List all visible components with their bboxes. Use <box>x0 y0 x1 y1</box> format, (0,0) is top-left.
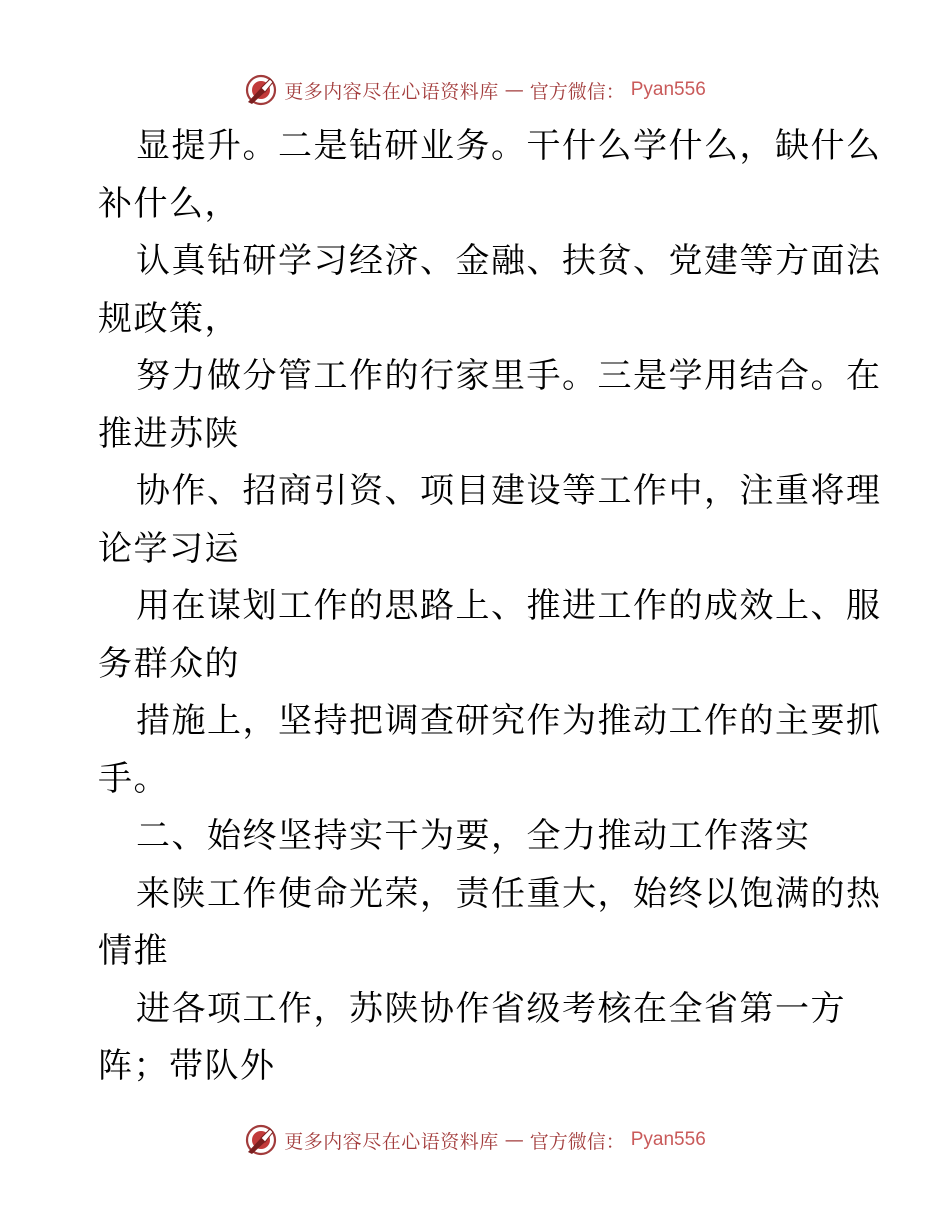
banner-site-text: 更多内容尽在心语资料库 <box>284 1130 499 1153</box>
banner <box>244 1123 706 1157</box>
body-line: 来陕工作使命光荣，责任重大，始终以饱满的热 <box>136 873 882 914</box>
banner-site-text: 更多内容尽在心语资料库 <box>284 80 499 103</box>
body-line: 阵；带队外 <box>98 1046 276 1086</box>
banner <box>244 73 706 107</box>
body-line: 用在谋划工作的思路上、推进工作的成效上、服 <box>136 586 882 626</box>
body-line: 手。 <box>98 758 169 799</box>
banner-wechat-id: Pyan556 <box>630 79 706 100</box>
body-line: 规政策， <box>98 298 240 339</box>
pen-logo-icon <box>244 1123 278 1157</box>
body-line: 推进苏陕 <box>98 413 240 454</box>
body-line: 务群众的 <box>98 643 240 684</box>
page-footer-banner <box>0 1120 950 1160</box>
banner-wechat-label: 官方微信： <box>529 80 625 103</box>
body-line: 进各项工作，苏陕协作省级考核在全省第一方 <box>136 988 846 1029</box>
document-body <box>98 118 882 1096</box>
body-line: 协作、招商引资、项目建设等工作中，注重将理 <box>136 471 882 511</box>
banner-separator: — <box>504 1129 524 1151</box>
page-header-banner <box>0 70 950 110</box>
section-heading: 二、始终坚持实干为要，全力推动工作落实 <box>136 816 811 856</box>
body-line: 补什么， <box>98 183 240 224</box>
body-line: 认真钻研学习经济、金融、扶贫、党建等方面法 <box>136 241 882 281</box>
banner-wechat-id: Pyan556 <box>630 1129 706 1150</box>
body-line: 情推 <box>98 931 169 971</box>
pen-logo-icon <box>244 73 278 107</box>
body-line: 努力做分管工作的行家里手。三是学用结合。在 <box>136 356 882 396</box>
banner-separator: — <box>504 79 524 101</box>
body-line: 论学习运 <box>98 528 240 569</box>
body-line: 措施上，坚持把调查研究作为推动工作的主要抓 <box>136 701 882 741</box>
banner-wechat-label: 官方微信： <box>529 1130 625 1153</box>
body-line: 显提升。二是钻研业务。干什么学什么，缺什么 <box>136 126 882 166</box>
